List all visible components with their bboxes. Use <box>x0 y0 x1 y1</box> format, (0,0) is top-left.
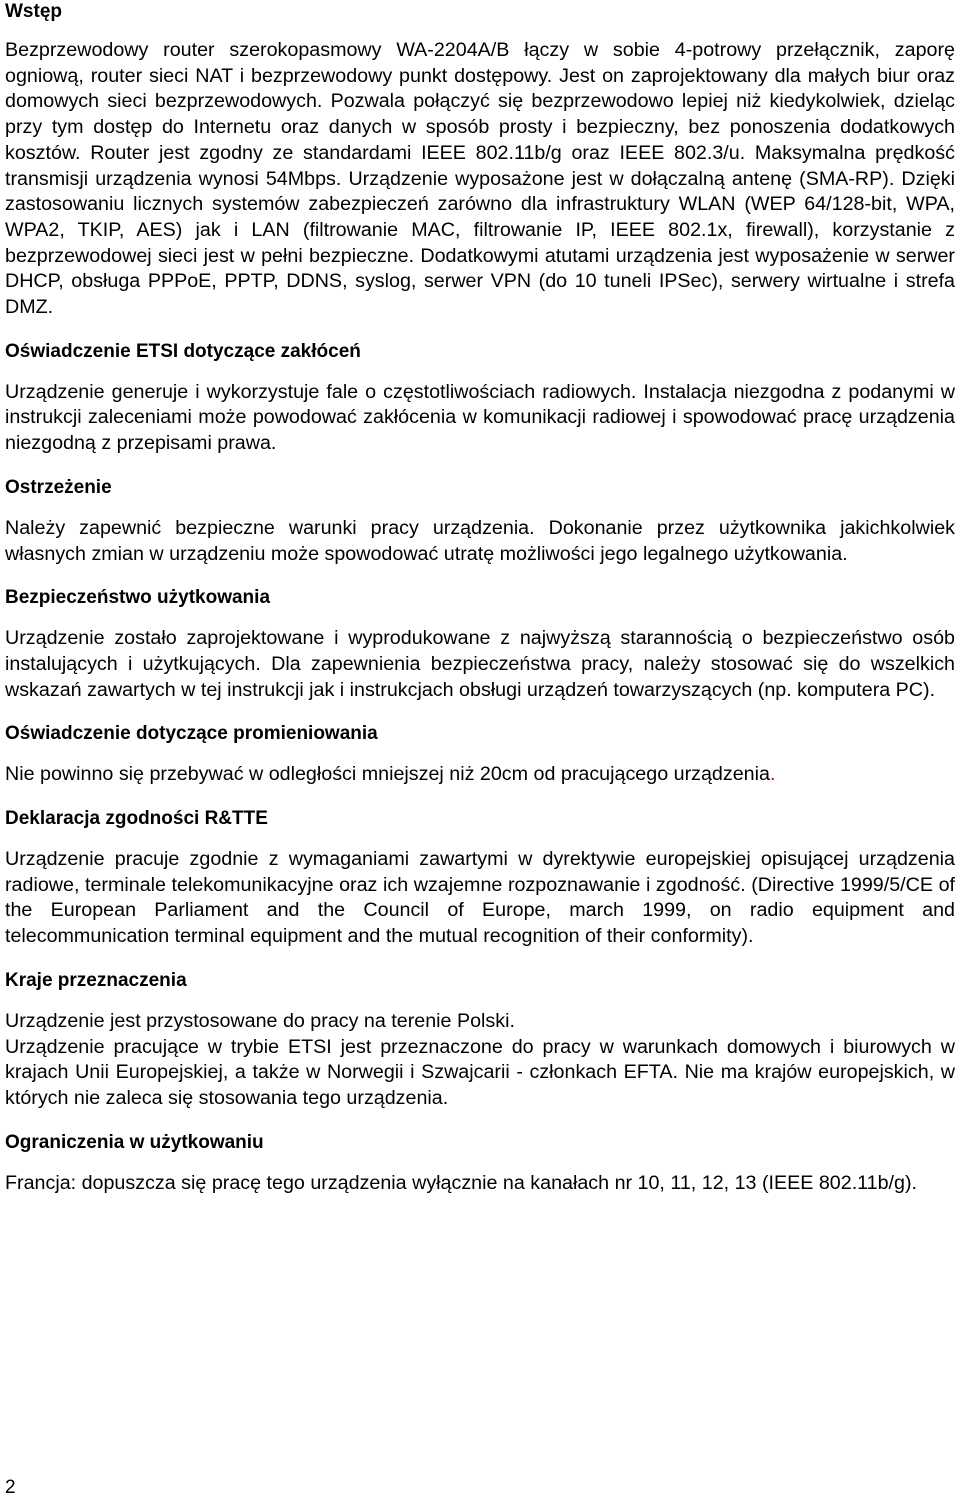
red-period-mark: . <box>769 763 776 786</box>
paragraph: Urządzenie pracujące w trybie ETSI jest przeznaczone do pracy w warunkach domowych i biurowych w krajach Unii Europejskiej, a także w Norwegii i Szwajcarii - członkach EFTA. Nie ma krajów europejskich, w których nie zaleca się stosowania tego urządzenia. <box>5 1035 955 1109</box>
section-title: Oświadczenie ETSI dotyczące zakłóceń <box>5 340 361 362</box>
paragraph: Urządzenie pracuje zgodnie z wymaganiami zawartymi w dyrektywie europejskiej opisującej urządzenia radiowe, terminale telekomunikacyjne oraz ich wzajemne rozpoznawanie i zgodność. (Directive 1999/5/CE of the European Parliament and the Council of Europe, march 1999, on radio equipment and telecommunication terminal equipment and the mutual recognition of their conformity). <box>5 848 955 948</box>
paragraph: Należy zapewnić bezpieczne warunki pracy urządzenia. Dokonanie przez użytkownika jakichkolwiek własnych zmian w urządzeniu może spowodować utratę możliwości jego legalnego użytkowania. <box>5 516 955 565</box>
paragraph <box>5 762 955 788</box>
paragraph: Urządzenie zostało zaprojektowane i wyprodukowane z najwyższą starannością o bezpieczeństwo osób instalujących i użytkujących. Dla zapewnienia bezpieczeństwa pracy, należy stosować się do wszelkich wskazań zawartych w tej instrukcji jak i instrukcjach obsługi urządzeń towarzyszących (np. komputera PC). <box>5 627 955 701</box>
section-rtte-declaration <box>5 808 955 950</box>
section-safety <box>5 587 955 703</box>
paragraph: Francja: dopuszcza się pracę tego urządzenia wyłącznie na kanałach nr 10, 11, 12, 13 (IEEE 802.11b/g). <box>5 1171 917 1194</box>
paragraph: Urządzenie generuje i wykorzystuje fale o częstotliwościach radiowych. Instalacja niezgodna z podanymi w instrukcji zaleceniami może powodować zakłócenia w komunikacji radiowej i spowodować pracę urządzenia niezgodną z przepisami prawa. <box>5 380 955 455</box>
section-etsi-statement <box>5 341 955 457</box>
section-title: Kraje przeznaczenia <box>5 969 187 991</box>
paragraph: Bezprzewodowy router szerokopasmowy WA-2204A/B łączy w sobie 4-potrowy przełącznik, zaporę ogniową, router sieci NAT i bezprzewodowy punkt dostępowy. Jest on zaprojektowany dla małych biur oraz domowych sieci bezprzewodowych. Pozwala połączyć się bezprzewodowo lepiej niż kiedykolwiek, dzieląc przy tym dostęp do Internetu oraz danych w sposób prosty i bezpieczny, bez ponoszenia dodatkowych kosztów. Router jest zgodny ze standardami IEEE 802.11b/g oraz IEEE 802.3/u. Maksymalna prędkość transmisji urządzenia wynosi 54Mbps. Urządzenie wyposażone jest w dołączalną antenę (SMA-RP). Dzięki zastosowaniu licznych systemów zabezpieczeń zarówno dla infrastruktury WLAN (WEP 64/128-bit, WPA, WPA2, TKIP, AES) jak i LAN (filtrowanie MAC, filtrowanie IP, IEEE 802.1x, firewall), korzystanie z bezprzewodowej sieci jest w pełni bezpieczne. Dodatkowymi atutami urządzenia jest wyposażenie w serwer DHCP, obsługa PPPoE, PPTP, DDNS, syslog, serwer VPN (do 10 tuneli IPSec), serwery wirtualne i strefa DMZ. <box>5 39 955 319</box>
document-page <box>5 0 955 1196</box>
section-title: Bezpieczeństwo użytkowania <box>5 587 271 609</box>
section-warning <box>5 477 955 567</box>
page-number: 2 <box>5 1477 16 1498</box>
section-usage-restrictions <box>5 1132 955 1197</box>
section-title: Ograniczenia w użytkowaniu <box>5 1131 264 1153</box>
paragraph-text: Nie powinno się przebywać w odległości mniejszej niż 20cm od pracującego urządzenia <box>5 763 770 786</box>
section-title: Oświadczenie dotyczące promieniowania <box>5 723 378 745</box>
section-title: Wstęp <box>5 1 62 22</box>
section-destination-countries <box>5 970 955 1112</box>
section-title: Ostrzeżenie <box>5 476 112 498</box>
section-introduction <box>5 1 955 321</box>
paragraph: Urządzenie jest przystosowane do pracy na terenie Polski. <box>5 1009 515 1032</box>
section-title: Deklaracja zgodności R&TTE <box>5 808 268 830</box>
section-radiation-statement <box>5 723 955 788</box>
